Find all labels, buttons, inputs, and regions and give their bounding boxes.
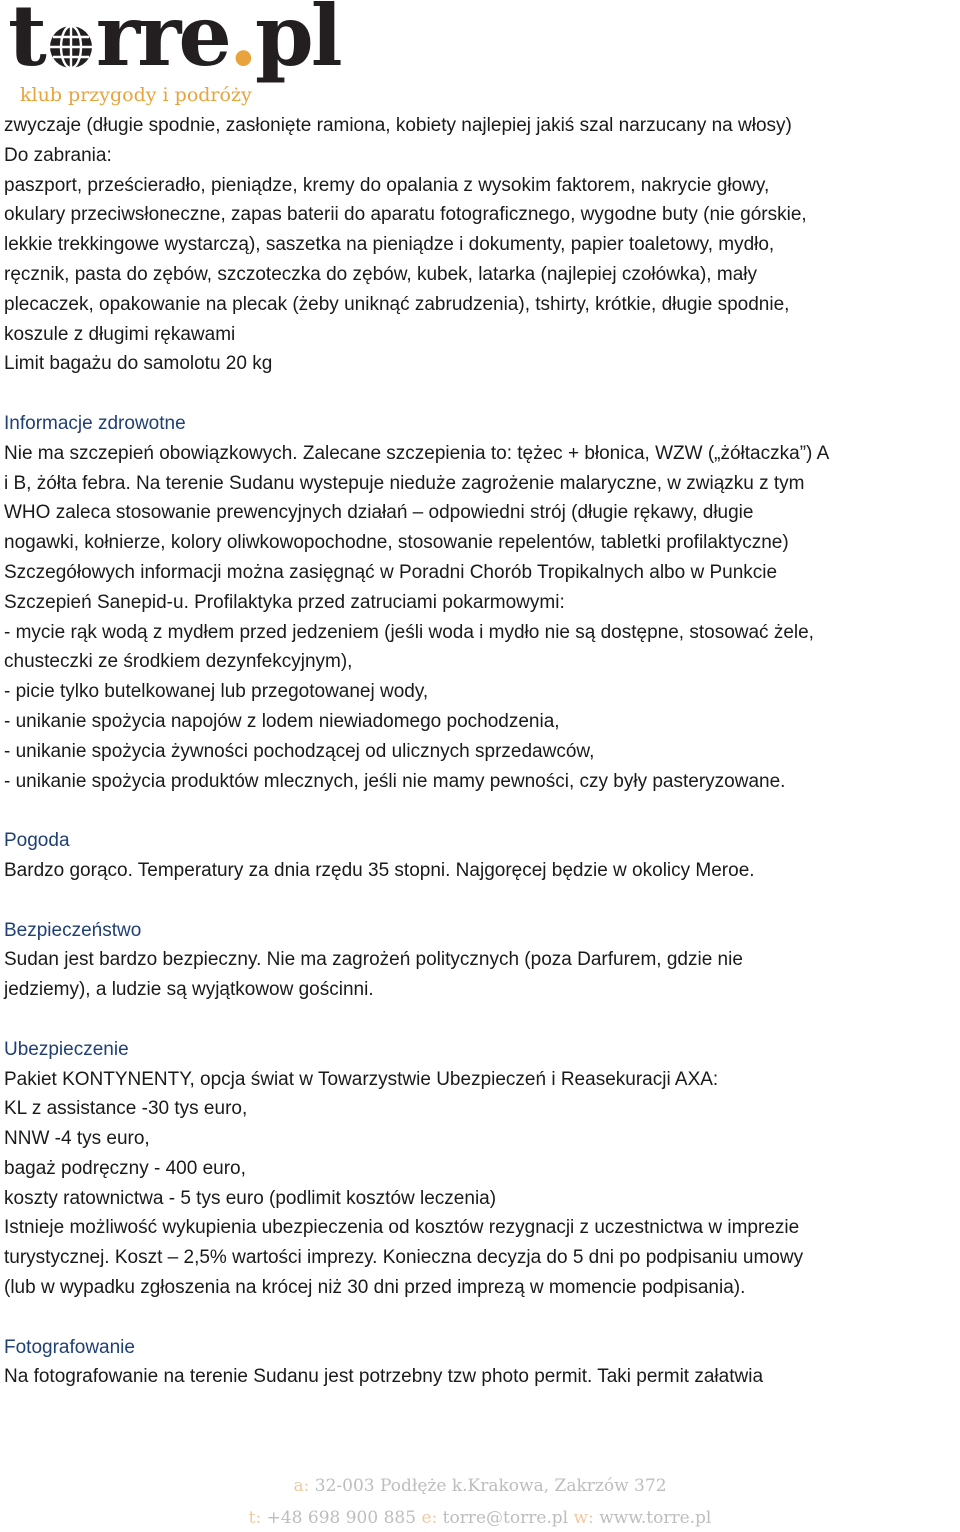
text-line: i B, żółta febra. Na terenie Sudanu wystepuje nieduże zagrożenie malaryczne, w związku z tym [4, 472, 805, 494]
text-line: Szczegółowych informacji można zasięgnąć w Poradni Chorób Tropikalnych albo w Punkcie [4, 561, 778, 583]
logo-word-left: t [8, 0, 44, 85]
text-line: Limit bagażu do samolotu 20 kg [4, 353, 273, 375]
text-line: - unikanie spożycia napojów z lodem niewiadomego pochodzenia, [4, 710, 560, 732]
text-line: lekkie trekkingowe wystarczą), saszetka na pieniądze i dokumenty, papier toaletowy, mydło, [4, 234, 775, 256]
text-line: Do zabrania: [4, 144, 112, 166]
text-line: - unikanie spożycia produktów mlecznych, jeśli nie mamy pewności, czy były pasteryzowane. [4, 770, 786, 792]
text-line: KL z assistance -30 tys euro, [4, 1098, 248, 1120]
text-line: koszty ratownictwa - 5 tys euro (podlimit kosztów leczenia) [4, 1187, 497, 1209]
text-line: ręcznik, pasta do zębów, szczoteczka do zębów, kubek, latarka (najlepiej czołówka), mały [4, 263, 757, 285]
logo-tagline: klub przygody i podróży [20, 84, 252, 106]
text-line: - mycie rąk wodą z mydłem przed jedzeniem (jeśli woda i mydło nie są dostępne, stosować żele, [4, 621, 814, 643]
text-line: Pakiet KONTYNENTY, opcja świat w Towarzystwie Ubezpieczeń i Reasekuracji AXA: [4, 1068, 719, 1090]
text-line: - picie tylko butelkowanej lub przegotowanej wody, [4, 681, 429, 703]
address-label: a: [293, 1476, 310, 1496]
text-line: bagaż podręczny - 400 euro, [4, 1157, 246, 1179]
text-line: WHO zaleca stosowanie prewencyjnych działań – odpowiedni strój (długie rękawy, długie [4, 502, 754, 524]
footer-address-line [0, 1476, 960, 1496]
text-line: NNW -4 tys euro, [4, 1128, 150, 1150]
logo-dot: . [228, 0, 256, 85]
section-heading: Informacje zdrowotne [4, 412, 186, 434]
text-line: Istnieje możliwość wykupienia ubezpieczenia od kosztów rezygnacji z uczestnictwa w imprezie [4, 1217, 800, 1239]
phone-label: t: [248, 1508, 262, 1528]
text-line: zwyczaje (długie spodnie, zasłonięte ramiona, kobiety najlepiej jakiś szal narzucany na włosy) [4, 115, 792, 136]
section-heading: Ubezpieczenie [4, 1038, 129, 1060]
email-link[interactable]: torre@torre.pl [442, 1508, 569, 1528]
text-line: Bardzo gorąco. Temperatury za dnia rzędu 35 stopni. Najgoręcej będzie w okolicy Meroe. [4, 859, 755, 881]
torre-logo[interactable] [8, 0, 338, 110]
section-heading: Pogoda [4, 830, 70, 852]
footer-contact-line [0, 1508, 960, 1528]
text-line: plecaczek, opakowanie na plecak (żeby uniknąć zabrudzenia), tshirty, krótkie, długie spodnie, [4, 293, 790, 315]
text-line: - unikanie spożycia żywności pochodzącej od ulicznych sprzedawców, [4, 740, 595, 762]
address-text: 32-003 Podłęże k.Krakowa, Zakrzów 372 [314, 1476, 667, 1496]
blank-line [4, 1303, 956, 1333]
phone-text[interactable]: +48 698 900 885 [266, 1508, 417, 1528]
text-line: turystycznej. Koszt – 2,5% wartości imprezy. Konieczna decyzja do 5 dni po podpisaniu umowy [4, 1247, 804, 1269]
text-line: Szczepień Sanepid-u. Profilaktyka przed zatruciami pokarmowymi: [4, 591, 565, 613]
text-line: okulary przeciwsłoneczne, zapas baterii do aparatu fotograficznego, wygodne buty (nie górskie, [4, 204, 807, 226]
text-line: Nie ma szczepień obowiązkowych. Zalecane szczepienia to: tężec + błonica, WZW („żółtaczka”) A [4, 442, 830, 464]
text-line: nogawki, kołnierze, kolory oliwkowopochodne, stosowanie repelentów, tabletki profilaktyczne) [4, 532, 789, 554]
web-label: w: [573, 1508, 594, 1528]
text-line: paszport, prześcieradło, pieniądze, kremy do opalania z wysokim faktorem, nakrycie głowy, [4, 174, 770, 196]
email-label: e: [421, 1508, 438, 1528]
blank-line [4, 379, 956, 409]
globe-icon [48, 24, 94, 70]
text-line: koszule z długimi rękawami [4, 323, 236, 345]
document-body [4, 111, 956, 1392]
section-heading: Bezpieczeństwo [4, 919, 142, 941]
text-line: jedziemy), a ludzie są wyjątkowow gościnni. [4, 979, 374, 1001]
blank-line [4, 796, 956, 826]
blank-line [4, 886, 956, 916]
text-line: Sudan jest bardzo bezpieczny. Nie ma zagrożeń politycznych (poza Darfurem, gdzie nie [4, 949, 743, 971]
text-line: Na fotografowanie na terenie Sudanu jest potrzebny tzw photo permit. Taki permit załatwia [4, 1366, 764, 1388]
text-line: (lub w wypadku zgłoszenia na krócej niż 30 dni przed imprezą w momencie podpisania). [4, 1277, 746, 1299]
web-link[interactable]: www.torre.pl [599, 1508, 712, 1528]
blank-line [4, 1005, 956, 1035]
text-line: chusteczki ze środkiem dezynfekcyjnym), [4, 651, 353, 673]
logo-word-right: rre [95, 0, 229, 85]
section-heading: Fotografowanie [4, 1336, 135, 1358]
logo-word-tld: pl [255, 0, 340, 85]
